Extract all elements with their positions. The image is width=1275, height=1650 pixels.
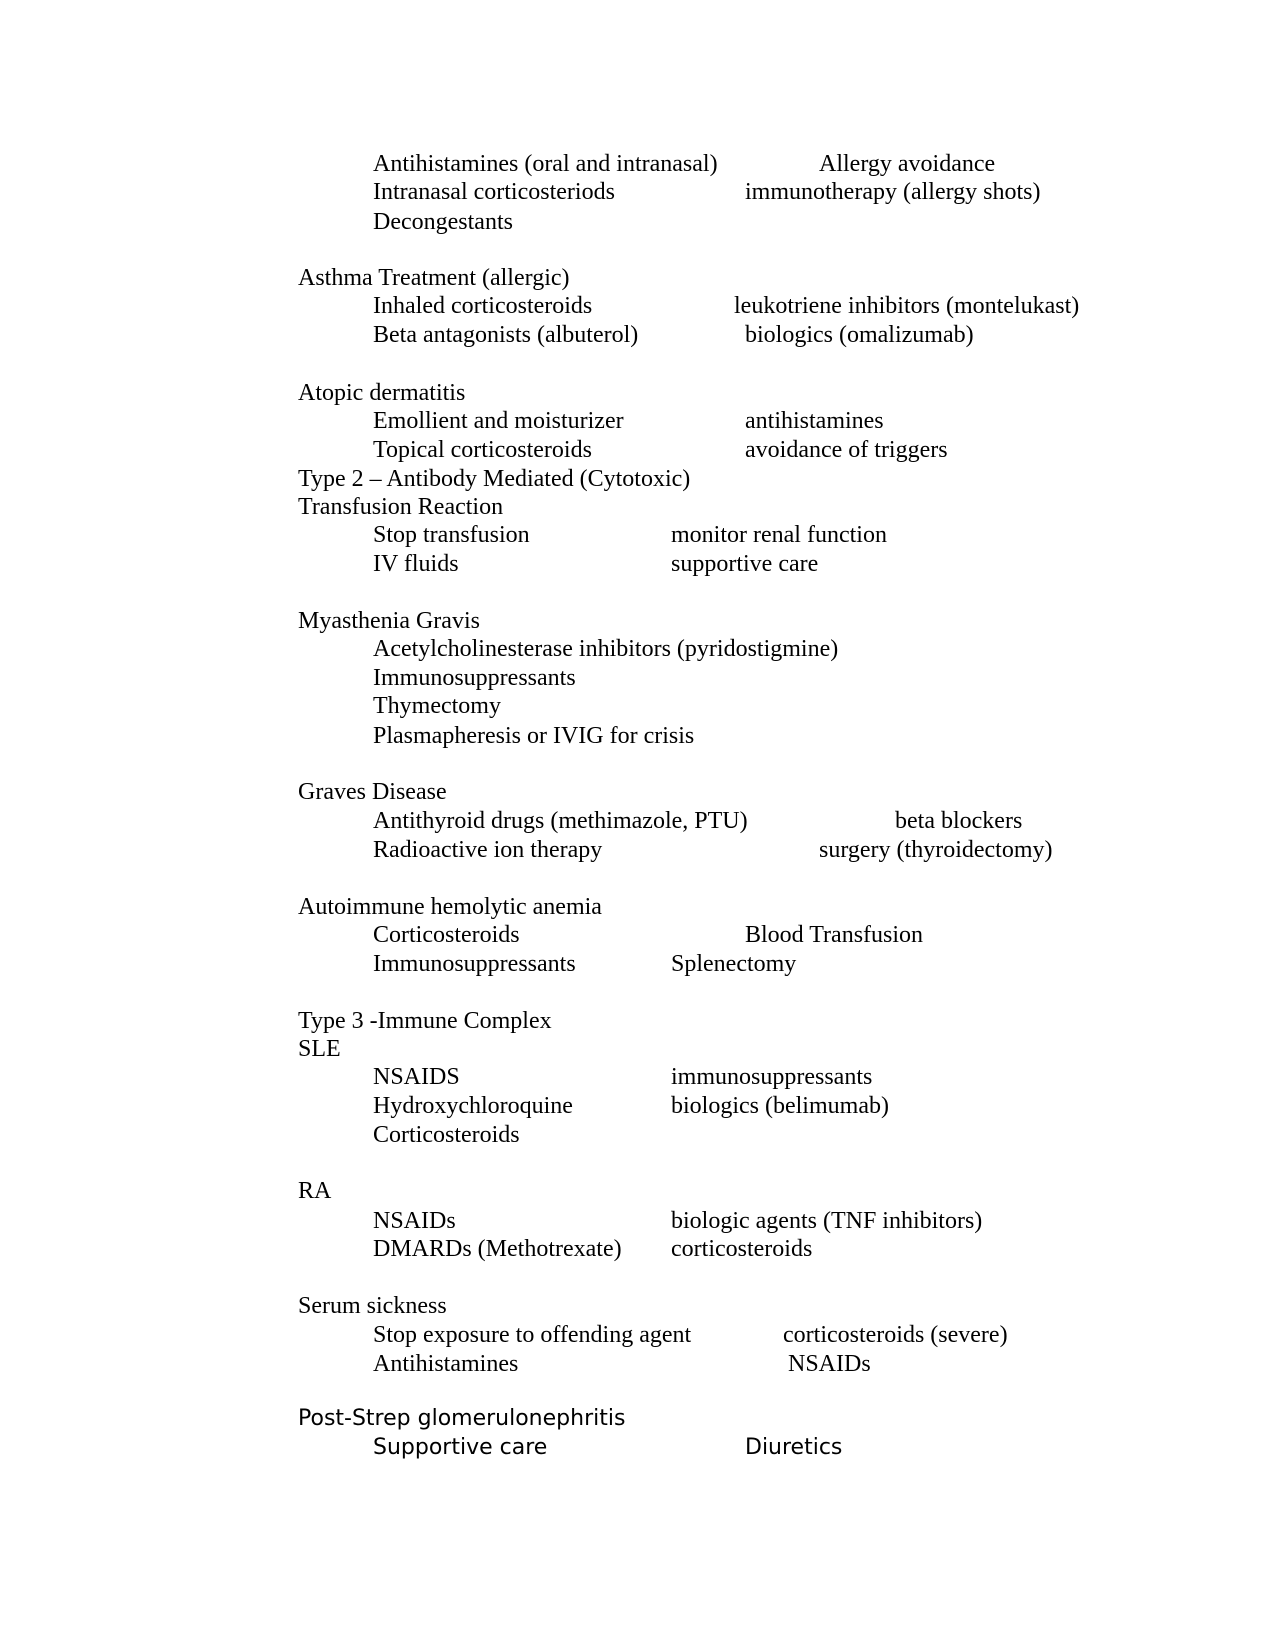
treatment-item-secondary: Splenectomy	[671, 951, 797, 977]
treatment-item: NSAIDS	[373, 1064, 460, 1090]
treatment-item: Beta antagonists (albuterol)	[373, 322, 639, 348]
treatment-item-secondary: monitor renal function	[671, 522, 887, 548]
treatment-item: Antihistamines	[373, 1351, 519, 1377]
treatment-item-secondary: antihistamines	[745, 408, 884, 434]
treatment-item: Plasmapheresis or IVIG for crisis	[373, 723, 695, 749]
treatment-item: Stop transfusion	[373, 522, 530, 548]
section-heading: Autoimmune hemolytic anemia	[298, 894, 602, 920]
treatment-item: Supportive care	[373, 1435, 548, 1460]
treatment-item: NSAIDs	[373, 1208, 456, 1234]
treatment-item-secondary: corticosteroids (severe)	[783, 1322, 1008, 1348]
treatment-item: Emollient and moisturizer	[373, 408, 624, 434]
treatment-item: Stop exposure to offending agent	[373, 1322, 692, 1348]
treatment-item: Inhaled corticosteroids	[373, 293, 593, 319]
treatment-item-secondary: avoidance of triggers	[745, 437, 948, 463]
treatment-item: Immunosuppressants	[373, 665, 576, 691]
treatment-item: Antihistamines (oral and intranasal)	[373, 151, 718, 177]
section-heading: Post-Strep glomerulonephritis	[298, 1406, 626, 1431]
section-heading: RA	[298, 1178, 332, 1204]
treatment-item: Intranasal corticosteriods	[373, 179, 615, 205]
treatment-item: Corticosteroids	[373, 922, 520, 948]
treatment-item-secondary: beta blockers	[895, 808, 1023, 834]
treatment-item-secondary: immunosuppressants	[671, 1064, 873, 1090]
treatment-item: Topical corticosteroids	[373, 437, 592, 463]
treatment-item: Decongestants	[373, 209, 513, 235]
treatment-item: Thymectomy	[373, 693, 501, 719]
treatment-item: Acetylcholinesterase inhibitors (pyridostigmine)	[373, 636, 839, 662]
section-heading: Transfusion Reaction	[298, 494, 504, 520]
treatment-item: Corticosteroids	[373, 1122, 520, 1148]
treatment-item-secondary: Allergy avoidance	[819, 151, 996, 177]
treatment-item: IV fluids	[373, 551, 459, 577]
treatment-item: Hydroxychloroquine	[373, 1093, 573, 1119]
treatment-item-secondary: Diuretics	[745, 1435, 843, 1460]
section-heading: SLE	[298, 1036, 341, 1062]
treatment-item-secondary: NSAIDs	[788, 1351, 871, 1377]
section-heading: Graves Disease	[298, 779, 447, 805]
section-heading: Type 3 -Immune Complex	[298, 1008, 552, 1034]
treatment-item-secondary: corticosteroids	[671, 1236, 813, 1262]
treatment-item-secondary: biologic agents (TNF inhibitors)	[671, 1208, 983, 1234]
section-heading: Atopic dermatitis	[298, 380, 466, 406]
treatment-item: Radioactive ion therapy	[373, 837, 603, 863]
treatment-item-secondary: supportive care	[671, 551, 819, 577]
treatment-item: DMARDs (Methotrexate)	[373, 1236, 622, 1262]
section-heading: Serum sickness	[298, 1293, 447, 1319]
treatment-item: Immunosuppressants	[373, 951, 576, 977]
treatment-item-secondary: surgery (thyroidectomy)	[819, 837, 1053, 863]
treatment-item-secondary: biologics (belimumab)	[671, 1093, 889, 1119]
section-heading: Asthma Treatment (allergic)	[298, 265, 570, 291]
treatment-item-secondary: leukotriene inhibitors (montelukast)	[734, 293, 1080, 319]
treatment-item-secondary: Blood Transfusion	[745, 922, 924, 948]
treatment-item-secondary: biologics (omalizumab)	[745, 322, 974, 348]
treatment-item: Antithyroid drugs (methimazole, PTU)	[373, 808, 748, 834]
treatment-item-secondary: immunotherapy (allergy shots)	[745, 179, 1041, 205]
section-heading: Myasthenia Gravis	[298, 608, 480, 634]
section-heading: Type 2 – Antibody Mediated (Cytotoxic)	[298, 466, 691, 492]
